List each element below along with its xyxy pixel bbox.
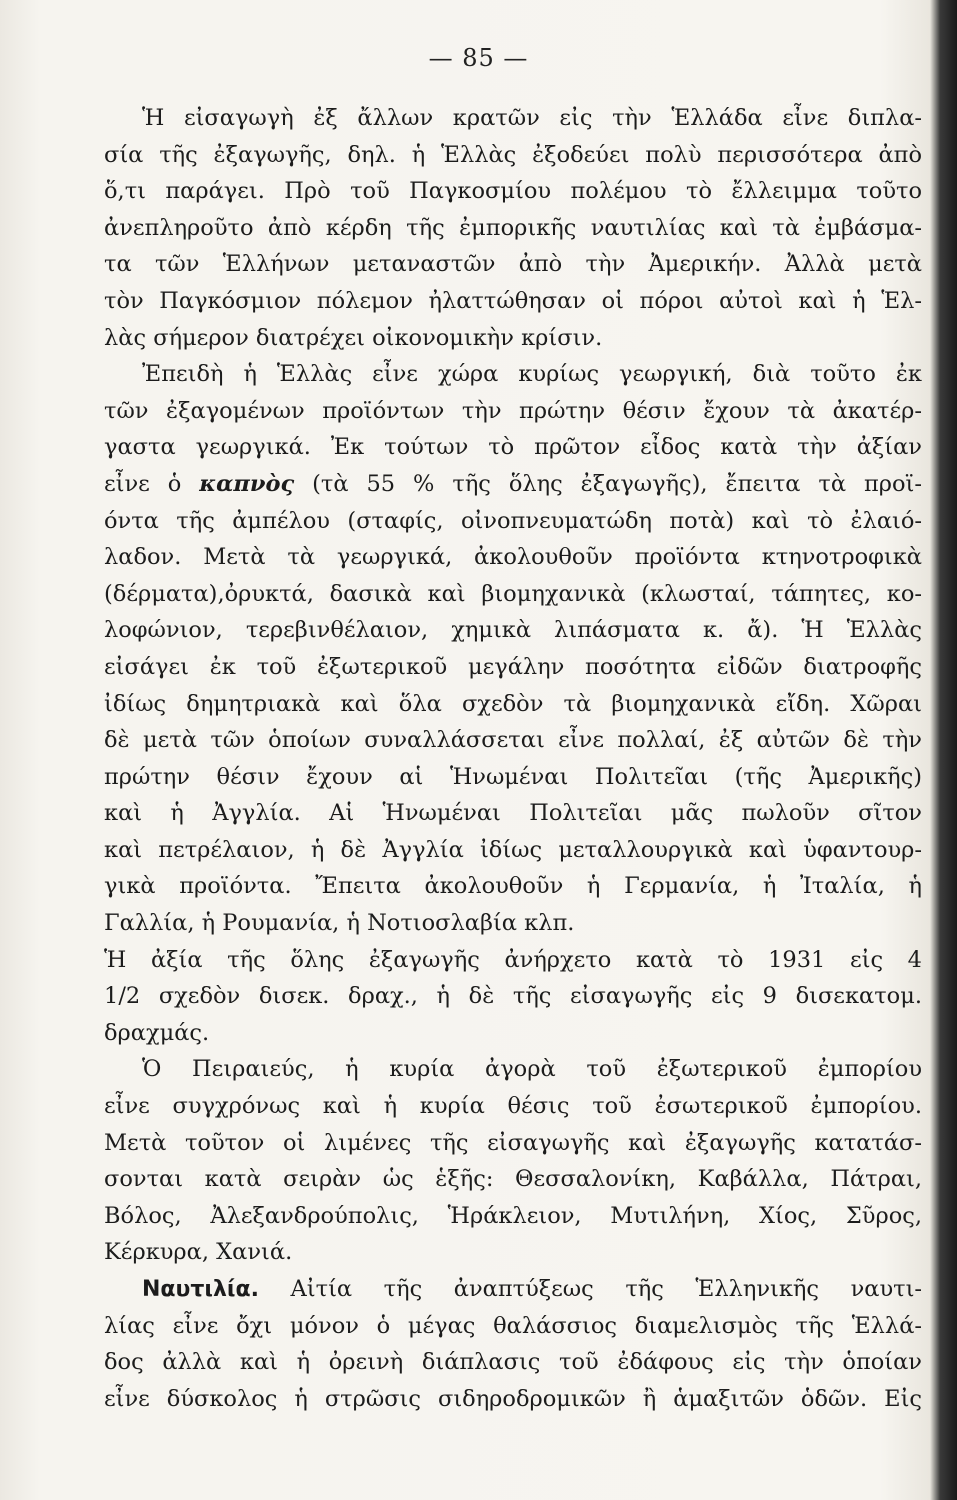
line-text: Γαλλία, ἡ Ρουμανία, ἡ Νοτιοσλαβία κλπ. — [104, 910, 575, 937]
line-text: ἀνεπληροῦτο ἀπὸ κέρδη τῆς ἐμπορικῆς ναυτιλίας καὶ τὰ ἐμβάσμα- — [104, 214, 922, 241]
line-text: τα τῶν Ἑλλήνων μεταναστῶν ἀπὸ τὴν Ἀμερικήν. Ἀλλὰ μετὰ — [104, 251, 922, 278]
text-line — [104, 868, 922, 905]
text-line — [104, 100, 922, 137]
text-line — [104, 1198, 922, 1235]
line-text: ἰδίως δημητριακὰ καὶ ὅλα σχεδὸν τὰ βιομηχανικὰ εἴδη. Χῶραι — [104, 690, 922, 717]
text-line — [104, 978, 922, 1015]
line-text: εἶνε δύσκολος ἡ στρῶσις σιδηροδρομικῶν ἢ ἁμαξιτῶν ὁδῶν. Εἰς — [104, 1385, 922, 1412]
line-text-end: (τὰ 55 % τῆς ὅλης ἐξαγωγῆς), ἔπειτα τὰ προϊ- — [294, 470, 922, 497]
line-text: εἰσάγει ἐκ τοῦ ἐξωτερικοῦ μεγάλην ποσότητα εἰδῶν διατροφῆς — [104, 653, 922, 680]
text-line — [104, 612, 922, 649]
line-text: γαστα γεωργικά. Ἐκ τούτων τὸ πρῶτον εἶδος κατὰ τὴν ἀξίαν — [104, 434, 922, 461]
line-text: σία τῆς ἐξαγωγῆς, δηλ. ἡ Ἑλλὰς ἐξοδεύει πολὺ περισσότερα ἀπὸ — [104, 141, 922, 168]
text-line — [104, 503, 922, 540]
line-text: λὰς σήμερον διατρέχει οἰκονομικὴν κρίσιν. — [104, 324, 603, 351]
line-text: (δέρματα),ὀρυκτά, δασικὰ καὶ βιομηχανικὰ (κλωσταί, τάπητες, κο- — [104, 580, 922, 607]
text-line — [104, 1088, 922, 1125]
line-text: τῶν ἐξαγομένων προϊόντων τὴν πρώτην θέσιν ἔχουν τὰ ἀκατέρ- — [104, 397, 922, 424]
line-text: δὲ μετὰ τῶν ὁποίων συναλλάσσεται εἶνε πολλαί, ἐξ αὐτῶν δὲ τὴν — [104, 727, 922, 754]
line-text: Ὁ Πειραιεύς, ἡ κυρία ἀγορὰ τοῦ ἐξωτερικοῦ ἐμπορίου — [142, 1056, 922, 1083]
line-text: δος ἀλλὰ καὶ ἡ ὀρεινὴ διάπλασις τοῦ ἐδάφους εἰς τὴν ὁποίαν — [104, 1349, 922, 1376]
text-line — [104, 1344, 922, 1381]
text-line — [104, 1381, 922, 1418]
text-line — [104, 722, 922, 759]
line-text: σονται κατὰ σειρὰν ὡς ἑξῆς: Θεσσαλονίκη, Καβάλλα, Πάτραι, — [104, 1166, 922, 1193]
line-text: Αἰτία τῆς ἀναπτύξεως τῆς Ἑλληνικῆς ναυτι- — [258, 1276, 922, 1302]
text-line — [104, 795, 922, 832]
text-line — [104, 905, 922, 942]
text-line — [104, 576, 922, 613]
text-line — [104, 1271, 922, 1308]
text-line — [104, 539, 922, 576]
line-text-start: εἶνε ὁ — [104, 470, 200, 497]
line-text: γικὰ προϊόντα. Ἔπειτα ἀκολουθοῦν ἡ Γερμανία, ἡ Ἰταλία, ἡ — [104, 873, 922, 900]
line-text: λαδον. Μετὰ τὰ γεωργικά, ἀκολουθοῦν προϊόντα κτηνοτροφικὰ — [104, 544, 922, 571]
text-line — [104, 942, 922, 979]
text-line — [104, 1015, 922, 1052]
line-text: καὶ πετρέλαιον, ἡ δὲ Ἀγγλία ἰδίως μεταλλουργικὰ καὶ ὑφαντουρ- — [104, 836, 922, 863]
text-line — [104, 429, 922, 466]
body-text — [104, 100, 922, 1417]
line-text: τὸν Παγκόσμιον πόλεμον ἠλαττώθησαν οἱ πόροι αὐτοὶ καὶ ἡ Ἑλ- — [104, 287, 922, 314]
line-text: λοφώνιον, τερεβινθέλαιον, χημικὰ λιπάσματα κ. ἄ). Ἡ Ἑλλὰς — [104, 617, 922, 644]
text-line — [104, 466, 922, 503]
text-line — [104, 393, 922, 430]
section-heading-nautilia: Ναυτιλία. — [142, 1277, 259, 1302]
line-text: δραχμάς. — [104, 1019, 210, 1046]
text-line — [104, 686, 922, 723]
text-line — [104, 759, 922, 796]
line-text: 1/2 σχεδὸν δισεκ. δραχ., ἡ δὲ τῆς εἰσαγωγῆς εἰς 9 δισεκατομ. — [104, 983, 922, 1010]
text-line — [104, 137, 922, 174]
line-text: Ἐπειδὴ ἡ Ἑλλὰς εἶνε χώρα κυρίως γεωργική, διὰ τοῦτο ἐκ — [142, 361, 922, 388]
line-text: εἶνε συγχρόνως καὶ ἡ κυρία θέσις τοῦ ἐσωτερικοῦ ἐμπορίου. — [104, 1093, 922, 1120]
text-line — [104, 1125, 922, 1162]
line-text: πρώτην θέσιν ἔχουν αἱ Ἡνωμέναι Πολιτεῖαι (τῆς Ἀμερικῆς) — [104, 763, 922, 790]
line-text: καὶ ἡ Ἀγγλία. Αἱ Ἡνωμέναι Πολιτεῖαι μᾶς πωλοῦν σῖτον — [104, 800, 922, 827]
text-line — [104, 1308, 922, 1345]
emphasized-term-kapnos: καπνὸς — [199, 470, 295, 497]
text-line — [104, 1161, 922, 1198]
text-line — [104, 246, 922, 283]
line-text: λίας εἶνε ὄχι μόνον ὁ μέγας θαλάσσιος διαμελισμὸς τῆς Ἑλλά- — [104, 1312, 922, 1339]
line-text: Μετὰ τοῦτον οἱ λιμένες τῆς εἰσαγωγῆς καὶ ἐξαγωγῆς κατατάσ- — [104, 1129, 922, 1156]
line-text: Ἡ ἀξία τῆς ὅλης ἐξαγωγῆς ἀνήρχετο κατὰ τὸ 1931 εἰς 4 — [104, 946, 922, 973]
line-text: Βόλος, Ἀλεξανδρούπολις, Ἡράκλειον, Μυτιλήνη, Χίος, Σῦρος, — [104, 1202, 922, 1229]
line-text: όντα τῆς ἀμπέλου (σταφίς, οἰνοπνευματώδη ποτὰ) καὶ τὸ ἐλαιό- — [104, 507, 922, 534]
text-line — [104, 649, 922, 686]
text-line — [104, 832, 922, 869]
text-line — [104, 283, 922, 320]
line-text: Ἡ εἰσαγωγὴ ἐξ ἄλλων κρατῶν εἰς τὴν Ἑλλάδα εἶνε διπλα- — [142, 105, 922, 131]
text-line — [104, 173, 922, 210]
page-number: — 85 — — [428, 44, 529, 72]
text-line — [104, 356, 922, 393]
text-line — [104, 320, 922, 357]
text-line — [104, 210, 922, 247]
line-text: Κέρκυρα, Χανιά. — [104, 1239, 293, 1266]
line-text: ὅ,τι παράγει. Πρὸ τοῦ Παγκοσμίου πολέμου τὸ ἔλλειμμα τοῦτο — [104, 178, 922, 205]
text-line — [104, 1234, 922, 1271]
text-line — [104, 1051, 922, 1088]
